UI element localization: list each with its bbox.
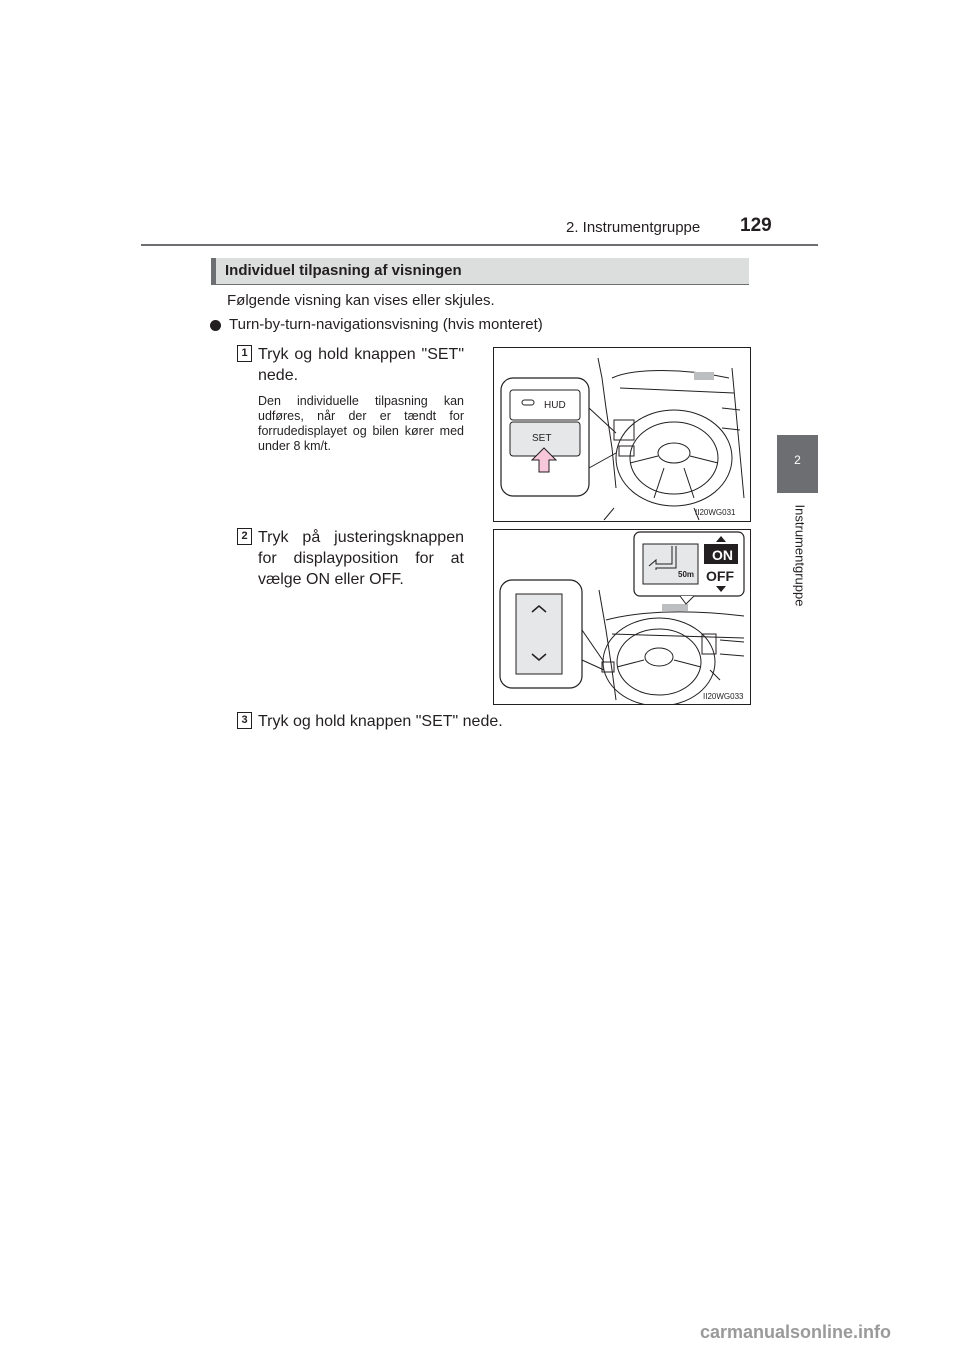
step-text: Tryk og hold knappen "SET" nede.: [258, 713, 503, 730]
bullet-dot-icon: [210, 320, 221, 331]
chapter-tab-number: 2: [794, 453, 801, 467]
header-rule: [141, 244, 818, 246]
page-number: 129: [740, 215, 772, 236]
figure-code: II20WG033: [703, 692, 744, 701]
running-header-title: 2. Instrumentgruppe: [566, 219, 701, 236]
hud-projection-area: [694, 372, 714, 380]
bullet-text: Turn-by-turn-navigationsvisning (hvis monteret): [229, 316, 543, 333]
distance-label: 50m: [678, 570, 695, 579]
figure-code: II20WG031: [695, 508, 736, 517]
bullet-item: [210, 316, 543, 333]
watermark: carmanualsonline.info: [700, 1322, 892, 1342]
step-number: 2: [237, 528, 252, 545]
section-heading: [211, 258, 749, 285]
figure-set-button-illustration: [494, 348, 750, 521]
off-label: OFF: [706, 568, 734, 584]
step-text: Tryk og hold knappen "SET" nede.: [258, 346, 464, 384]
step-number: 3: [237, 712, 252, 729]
hud-label: HUD: [544, 400, 566, 411]
figure-set-button: [493, 347, 751, 522]
section-title: Individuel tilpasning af visningen: [225, 262, 462, 279]
step-text: Tryk på justeringsknappen for displayposition for at vælge ON eller OFF.: [258, 529, 464, 588]
step-number: 1: [237, 345, 252, 362]
set-label: SET: [532, 433, 552, 444]
section-heading-bar: [211, 258, 216, 285]
chapter-tab-label: Instrumentgruppe: [792, 504, 808, 607]
figure-display-position: [493, 529, 751, 705]
figure-display-position-illustration: [494, 530, 750, 704]
intro-text: Følgende visning kan vises eller skjules.: [227, 292, 495, 309]
step-note: Den individuelle tilpasning kan udføres, når der er tændt for forrudedisplayet og bilen kører med under 8 km/t.: [258, 394, 464, 453]
hud-projection-area: [662, 604, 688, 611]
on-label: ON: [712, 547, 733, 563]
